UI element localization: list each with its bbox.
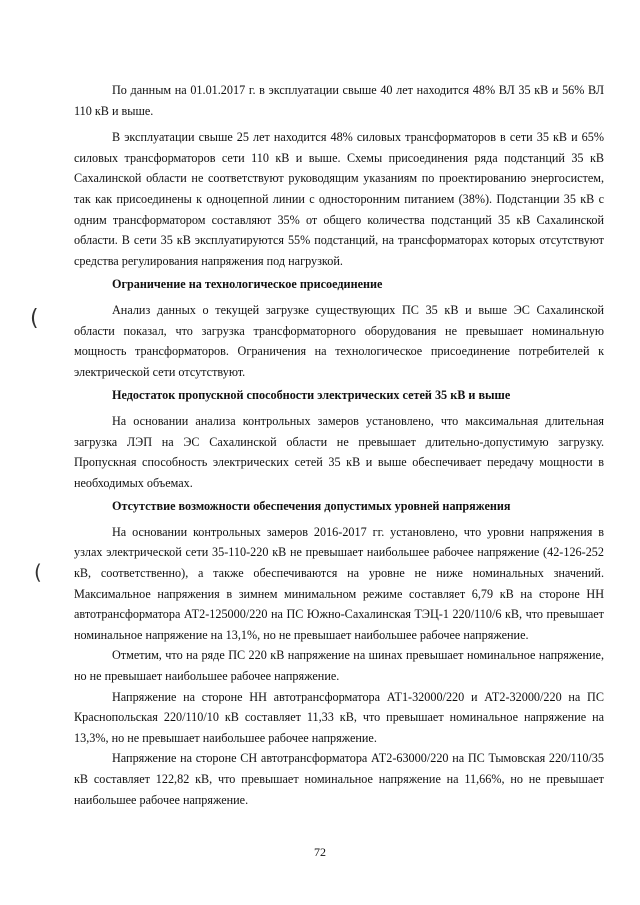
heading-capacity-shortage: Недостаток пропускной способности электрических сетей 35 кВ и выше: [112, 388, 511, 403]
paragraph-load-analysis: Анализ данных о текущей загрузке существующих ПС 35 кВ и выше ЭС Сахалинской области показал, что загрузка трансформаторного оборудования не превышает номинальную мощность трансформаторов. Ограничения на технологическое присоединение потребителей к электрической сети отсутствуют.: [74, 302, 604, 379]
paragraph-krasnopolskaya: Напряжение на стороне НН автотрансформатора АТ1-32000/220 и АТ2-32000/220 на ПС Краснопольская 220/110/10 кВ составляет 11,33 кВ, что превышает номинальное напряжение на 13,3%, но не превышает наибольшее рабочее напряжение.: [74, 689, 604, 745]
paragraph-220kv-buses: Отметим, что на ряде ПС 220 кВ напряжение на шинах превышает номинальное напряжение, но не превышает наибольшее рабочее напряжение.: [74, 648, 604, 684]
paragraph-transformer-age: В эксплуатации свыше 25 лет находится 48% силовых трансформаторов в сети 35 кВ и 65% силовых трансформаторов сети 110 кВ и выше. Схемы присоединения ряда подстанций 35 кВ Сахалинской области не соответствуют руководящим указаниям по проектированию энергосистем, так как присоединены к одноцепной линии с односторонним питанием (38%). Подстанции 35 кВ с одним трансформатором составляют 35% от общего количества подстанций 35 кВ Сахалинской области. В сети 35 кВ эксплуатируются 55% подстанций, на трансформаторах которых отсутствуют средства регулирования напряжения под нагрузкой.: [74, 130, 604, 268]
margin-mark-bottom: (: [34, 560, 42, 584]
paragraph-line-age: По данным на 01.01.2017 г. в эксплуатации свыше 40 лет находится 48% ВЛ 35 кВ и 56% ВЛ 110 кВ и выше.: [74, 83, 604, 118]
paragraph-capacity: На основании анализа контрольных замеров установлено, что максимальная длительная загрузка ЛЭП на ЭС Сахалинской области не превышает длительно-допустимую загрузку. Пропускная способность электрических сетей 35 кВ и выше обеспечивает передачу мощности в необходимых объемах.: [74, 413, 604, 490]
paragraph-voltage-measurements: На основании контрольных замеров 2016-2017 гг. установлено, что уровни напряжения в узлах электрической сети 35-110-220 кВ не превышает наибольшее рабочее напряжение (42-126-252 кВ, соответственно), а также обеспечиваются на уровне не ниже номинальных значений. Максимальное напряжения в зимнем минимальном режиме составляет 6,79 кВ на стороне НН автотрансформатора АТ2-125000/220 на ПС Южно-Сахалинская ТЭЦ-1 220/110/6 кВ, что превышает номинальное напряжение на 13,1%, но не превышает наибольшее рабочее напряжение.: [74, 524, 604, 642]
page-number: 72: [314, 845, 326, 859]
document-body: [74, 80, 604, 810]
heading-connection-limits: Ограничение на технологическое присоединение: [112, 277, 383, 292]
margin-mark-top: (: [30, 306, 39, 331]
heading-voltage-levels: Отсутствие возможности обеспечения допустимых уровней напряжения: [112, 499, 511, 514]
paragraph-tymovskaya: Напряжение на стороне СН автотрансформатора АТ2-63000/220 на ПС Тымовская 220/110/35 кВ составляет 122,82 кВ, что превышает номинальное напряжение на 11,66%, но не превышает наибольшее рабочее напряжение.: [74, 751, 604, 807]
